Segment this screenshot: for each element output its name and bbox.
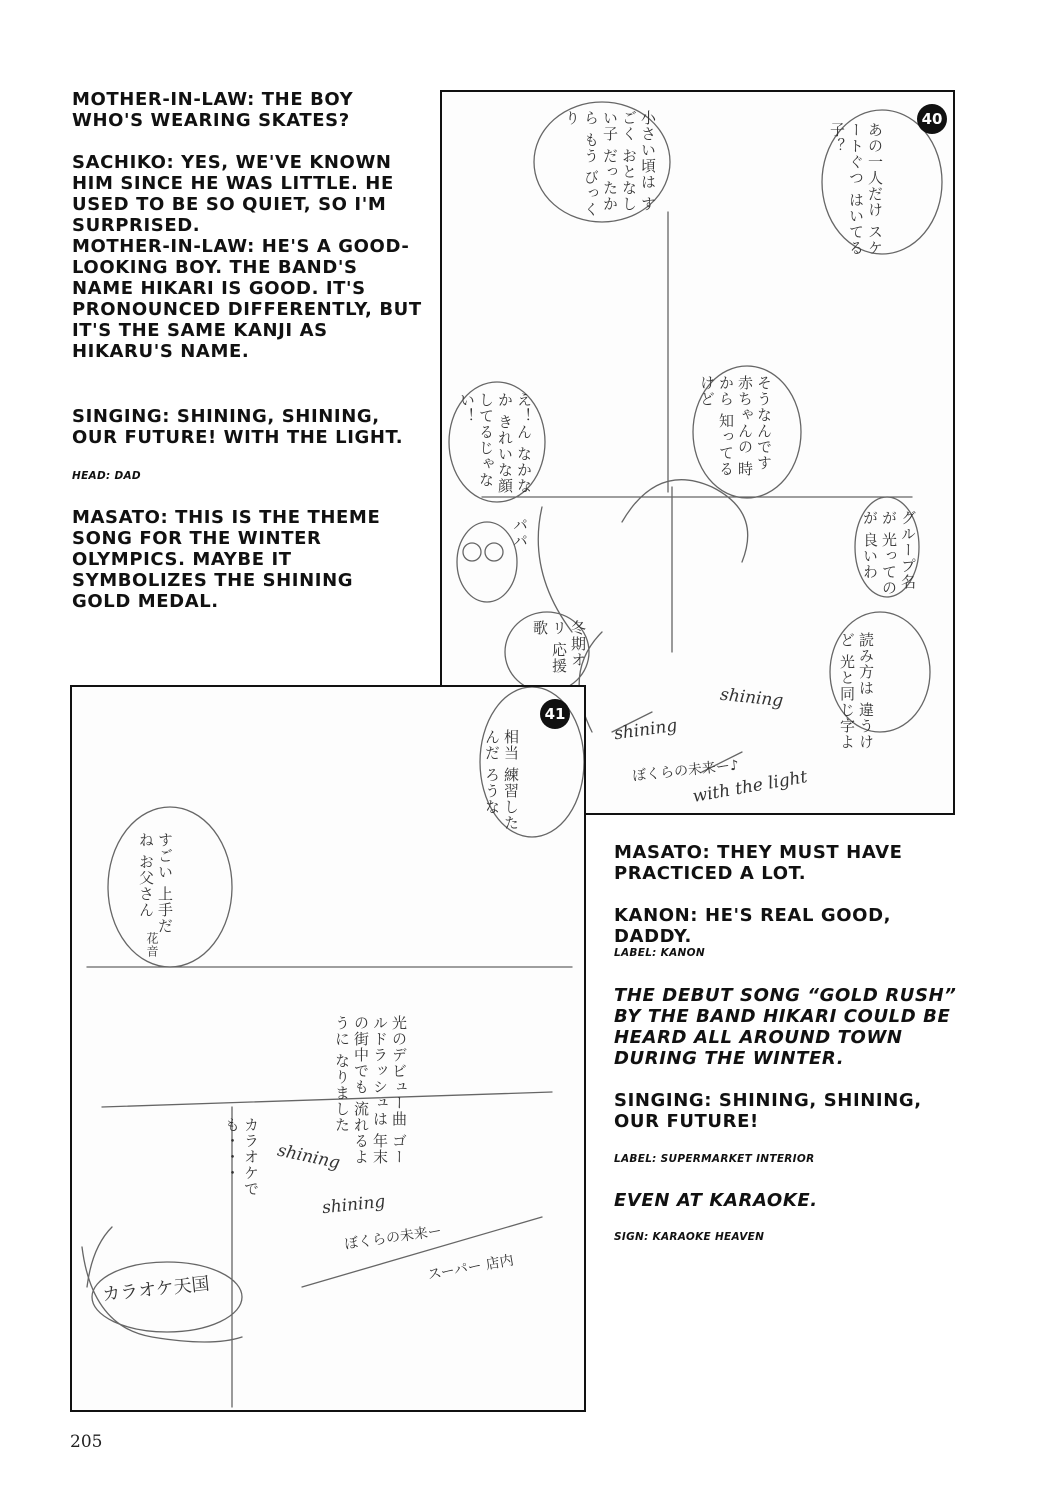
supermarket-label: スーパー 店内 bbox=[426, 1252, 515, 1284]
kanon-label: 花音 bbox=[145, 932, 159, 958]
translation-sachiko: SACHIKO: YES, WE'VE KNOWN HIM SINCE HE WAS LITTLE. HE USED TO BE SO QUIET, SO I'M SURPRISED. bbox=[72, 152, 394, 236]
lyric-shining-3: shining bbox=[275, 1140, 342, 1174]
translation-even-karaoke: EVEN AT KARAOKE. bbox=[614, 1190, 818, 1211]
lyric-shining-2: shining bbox=[719, 684, 785, 712]
translation-singing-2: SINGING: SHINING, SHINING, OUR FUTURE! bbox=[614, 1090, 922, 1132]
page-number: 205 bbox=[70, 1432, 103, 1452]
head-label-papa: パパ bbox=[511, 517, 529, 549]
translation-karaoke-sign: SIGN: KARAOKE HEAVEN bbox=[614, 1231, 765, 1243]
panel-number-41: 41 bbox=[540, 699, 570, 729]
bubble-text-great-daddy: すごい 上手だね お父さん bbox=[137, 832, 174, 934]
karaoke-heaven-sign: カラオケ天国 bbox=[101, 1273, 211, 1306]
translation-head-label: HEAD: DAD bbox=[72, 470, 141, 482]
bubble-text-since-baby: そうなんです 赤ちゃんの 時から 知ってるけど bbox=[698, 375, 773, 477]
bubble-text-same-kanji: 読み方は 違うけど 光と同じ字よ bbox=[838, 632, 875, 750]
translation-masato-olympics: MASATO: THIS IS THE THEME SONG FOR THE WINTER OLYMPICS. MAYBE IT SYMBOLIZES THE SHINING GOLD MEDAL. bbox=[72, 507, 381, 612]
translation-mother-in-law-band: MOTHER-IN-LAW: HE'S A GOOD-LOOKING BOY. THE BAND'S NAME HIKARI IS GOOD. IT'S PRONOUNCED DIFFERENTLY, BUT IT'S THE SAME KANJI AS HIKARU'S NAME. bbox=[72, 236, 422, 362]
bubble-text-olympic-song: 冬期オリ 応援歌 bbox=[531, 620, 587, 674]
lyric-with-the-light: with the light bbox=[691, 767, 809, 807]
bubble-text-good-looking: え！ん なかなか きれいな顔 してるじゃない！ bbox=[458, 392, 533, 494]
sketch-panel-41 bbox=[70, 685, 586, 1412]
lyric-our-future-2: ぼくらの未来ー bbox=[343, 1223, 443, 1253]
bubble-text-small-child: 小さい頃は すごく おとなしい子 だったから もう びっくり bbox=[563, 110, 657, 218]
translation-mother-in-law-skates: MOTHER-IN-LAW: THE BOY WHO'S WEARING SKATES? bbox=[72, 89, 354, 131]
translation-kanon-label: LABEL: KANON bbox=[614, 947, 705, 959]
translation-singing-1: SINGING: SHINING, SHINING, OUR FUTURE! WITH THE LIGHT. bbox=[72, 406, 404, 448]
bubble-text-debut-song: 光のデビュー曲 ゴールドラッシュは 年末の街中でも 流れるように なりました bbox=[333, 1015, 408, 1165]
lyric-shining-1: shining bbox=[612, 715, 679, 745]
bubble-text-karaoke-too: カラオケでも・・・ bbox=[223, 1117, 260, 1197]
translation-supermarket-label: LABEL: SUPERMARKET INTERIOR bbox=[614, 1153, 815, 1165]
panel-number-40: 40 bbox=[917, 104, 947, 134]
bubble-text-skates: あの一人だけ スケートぐつ はいてる子？ bbox=[828, 122, 884, 256]
bubble-text-practiced: 相当 練習したんだ ろうな bbox=[483, 729, 520, 831]
lyric-shining-4: shining bbox=[321, 1191, 387, 1219]
translation-masato-practiced: MASATO: THEY MUST HAVE PRACTICED A LOT. bbox=[614, 842, 903, 884]
translation-kanon: KANON: HE'S REAL GOOD, DADDY. bbox=[614, 905, 892, 947]
lyric-our-future: ぼくらの未来ー♪ bbox=[631, 757, 740, 785]
translation-debut-song: THE DEBUT SONG “GOLD RUSH” BY THE BAND HIKARI COULD BE HEARD ALL AROUND TOWN DURING THE WINTER. bbox=[614, 985, 957, 1069]
bubble-text-group-name: グループ名が 光ってのが 良いわ bbox=[861, 510, 917, 596]
